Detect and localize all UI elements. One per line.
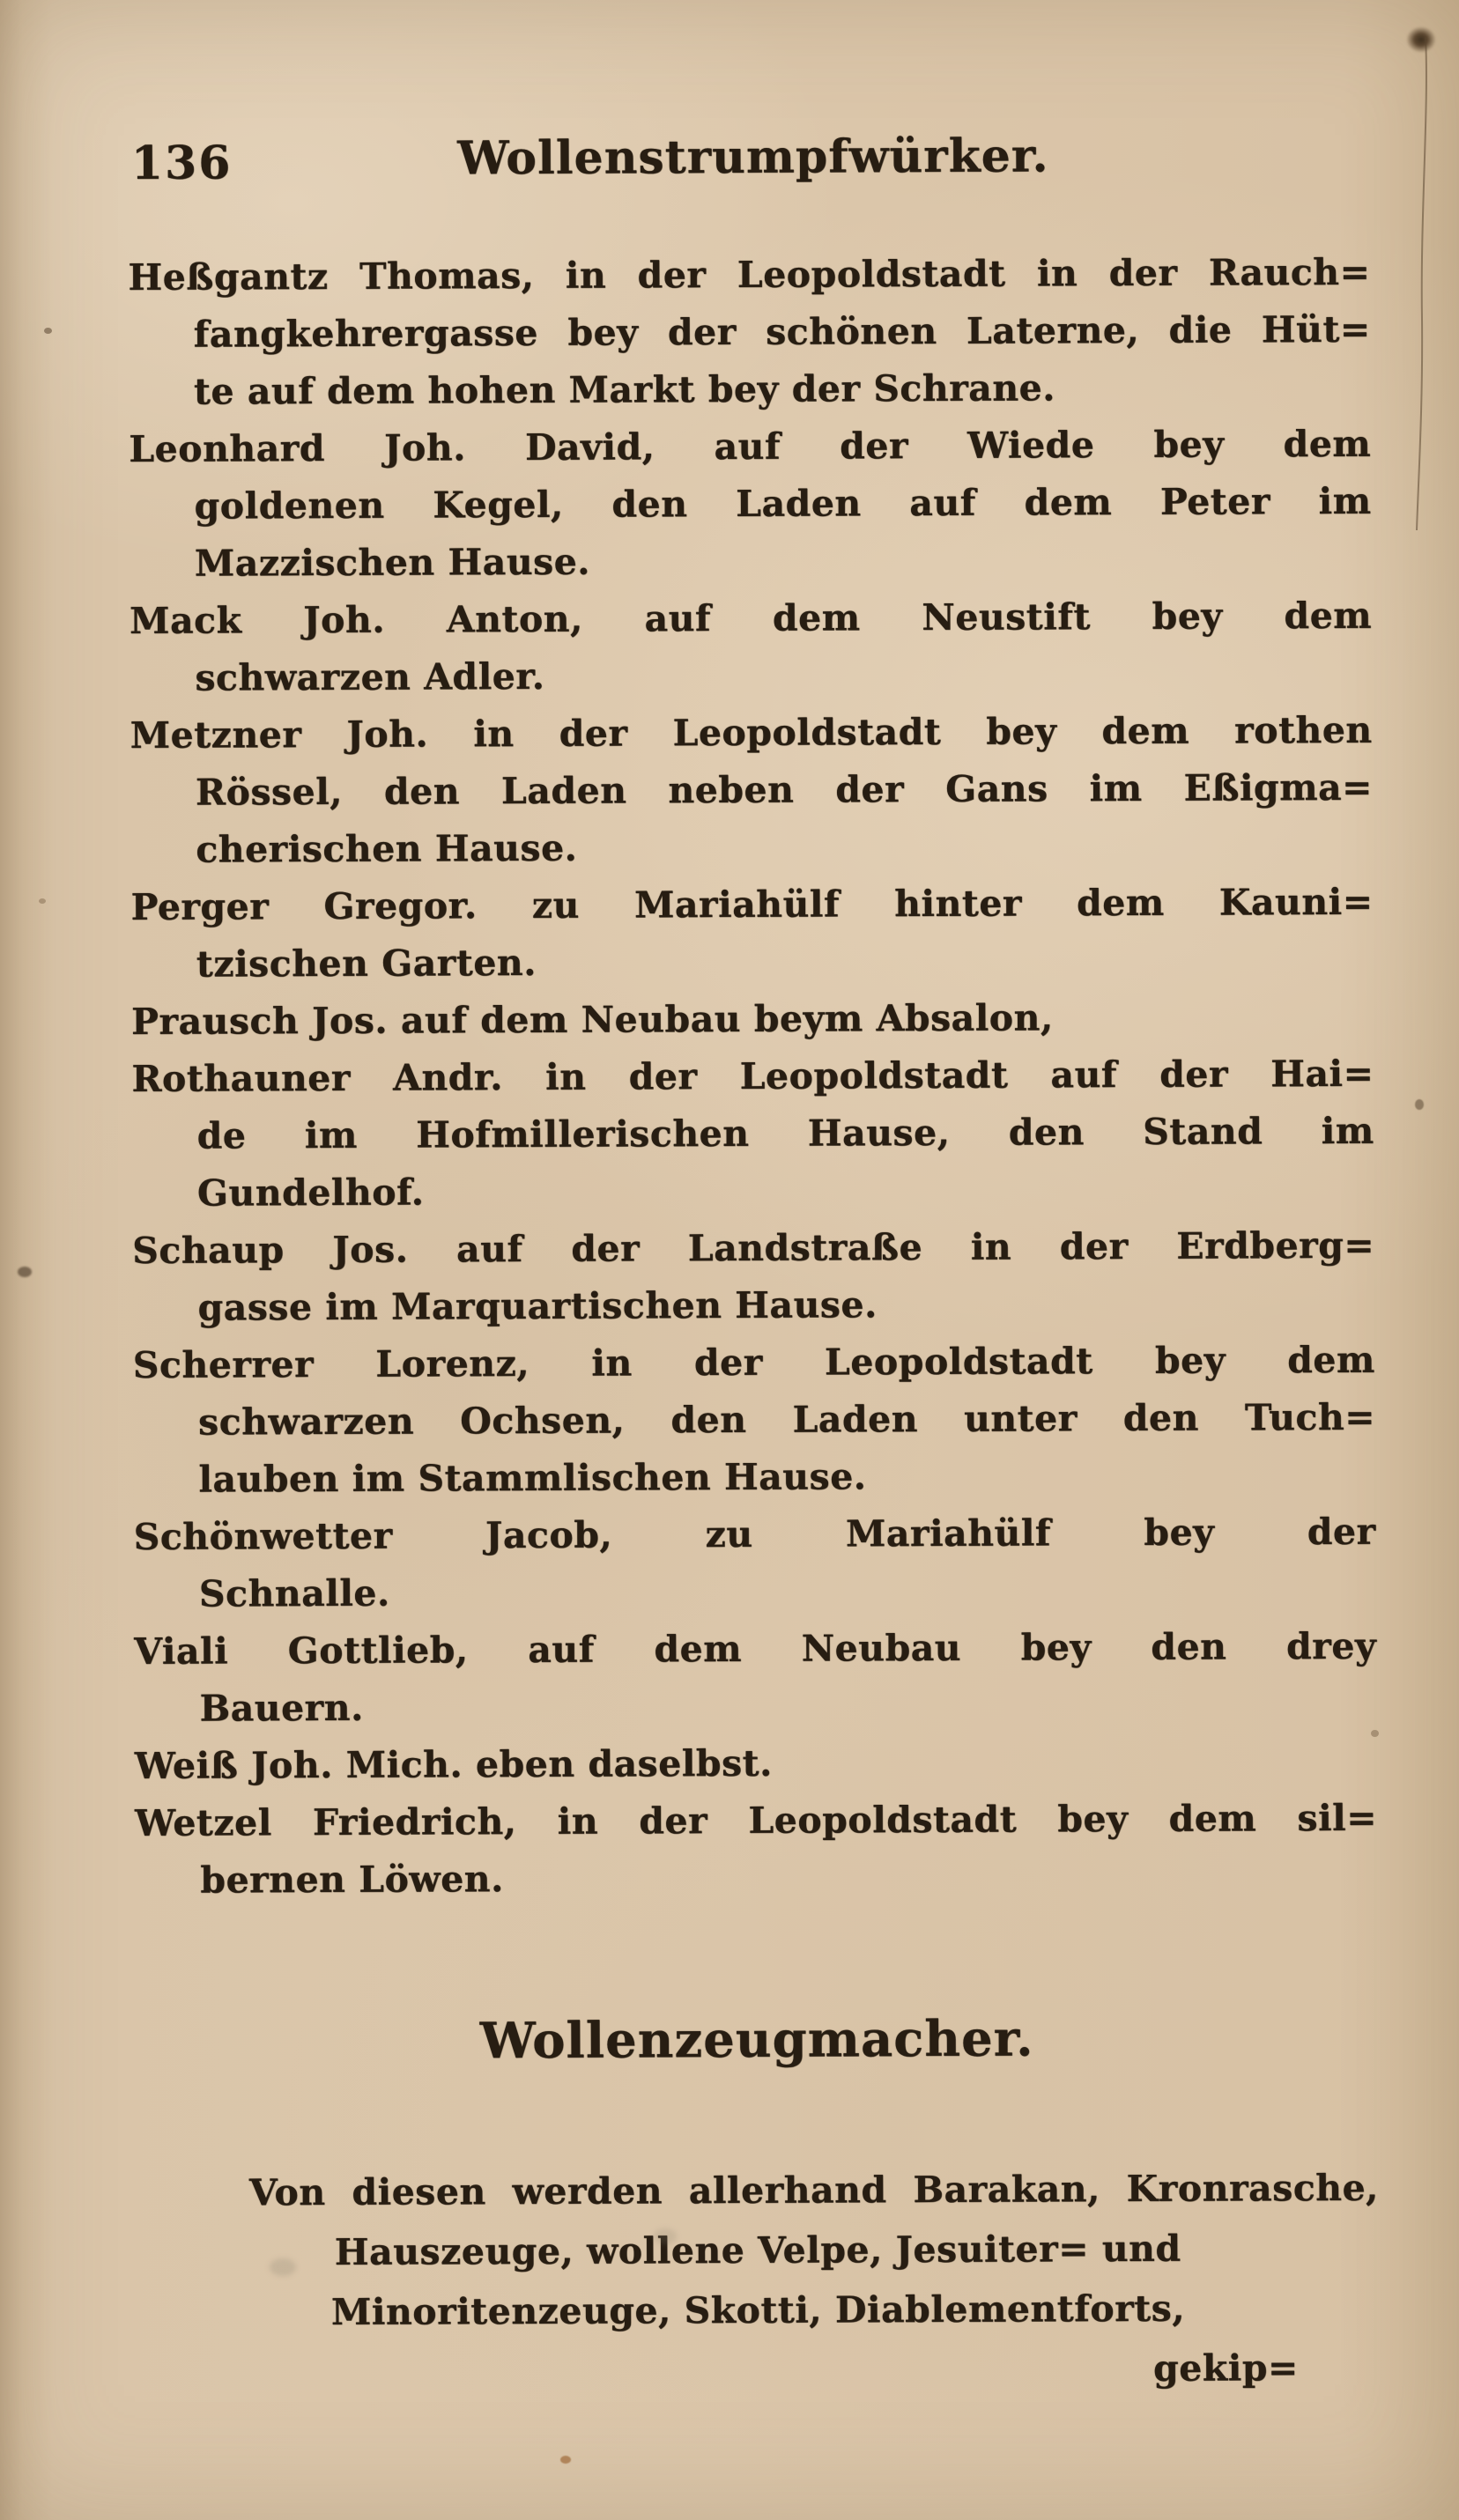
entry-line: Scherrer Lorenz, in der Leopoldstadt bey dem — [132, 1338, 1375, 1386]
entry-line: Rothauner Andr. in der Leopoldstadt auf der Hai= — [131, 1052, 1374, 1100]
directory-entry — [133, 1332, 1376, 1509]
entry-line: Schnalle. — [198, 1571, 390, 1615]
page-number: 136 — [130, 136, 233, 190]
entry-line: Perger Gregor. zu Mariahülf hinter dem Kauni= — [130, 880, 1374, 928]
directory-entry-list — [128, 244, 1377, 1910]
entry-line: Schaup Jos. auf der Landstraße in der Erdberg= — [132, 1223, 1375, 1272]
directory-entry — [131, 988, 1374, 1051]
entry-line: lauben im Stammlischen Hause. — [198, 1455, 867, 1501]
entry-line: Gundelhof. — [196, 1171, 425, 1215]
entry-line: tzischen Garten. — [196, 941, 537, 986]
directory-entry — [132, 1217, 1375, 1337]
running-title: Wollenstrumpfwürker. — [457, 129, 1049, 186]
directory-entry — [129, 416, 1372, 593]
entry-line: Prausch Jos. auf dem Neubau beym Absalon, — [131, 996, 1054, 1043]
catchword: gekip= — [1152, 2346, 1299, 2390]
directory-entry — [130, 702, 1374, 879]
entry-line: goldenen Kegel, den Laden auf dem Peter im — [194, 479, 1372, 528]
entry-line: cherischen Hause. — [196, 826, 578, 871]
entry-line: Schönwetter Jacob, zu Mariahülf bey der — [133, 1510, 1376, 1558]
entry-line: schwarzen Adler. — [195, 654, 545, 699]
entry-line: gasse im Marquartischen Hause. — [197, 1283, 878, 1329]
entry-line: bernen Löwen. — [200, 1858, 504, 1902]
directory-entry — [130, 588, 1373, 707]
section-paragraph — [137, 2158, 1380, 2403]
entry-line: Weiß Joh. Mich. eben daselbst. — [134, 1741, 773, 1787]
entry-line: Mack Joh. Anton, auf dem Neustift bey dem — [130, 594, 1373, 642]
entry-line: de im Hofmillerischen Hause, den Stand im — [196, 1109, 1374, 1157]
directory-entry — [134, 1504, 1377, 1623]
paragraph-line: Hauszeuge, wollene Velpe, Jesuiter= und — [334, 2227, 1181, 2273]
paragraph-line: Von diesen werden allerhand Barakan, Kronrasche, — [248, 2166, 1380, 2214]
directory-entry — [135, 1733, 1377, 1795]
entry-line: te auf dem hohen Markt bey der Schrane. — [193, 366, 1056, 413]
entry-line: Metzner Joh. in der Leopoldstadt bey dem rothen — [130, 708, 1373, 757]
directory-entry — [131, 1046, 1374, 1223]
paragraph-line: Minoritenzeuge, Skotti, Diablementforts, — [330, 2287, 1186, 2333]
entry-line: Rössel, den Laden neben der Gans im Eßigma= — [195, 765, 1374, 814]
entry-line: Viali Gottlieb, auf dem Neubau bey den drey — [134, 1624, 1377, 1673]
entry-line: Bauern. — [199, 1686, 364, 1730]
entry-line: fangkehrergasse bey der schönen Laterne, die Hüt= — [193, 307, 1371, 356]
directory-entry — [134, 1618, 1377, 1738]
directory-entry — [130, 874, 1374, 994]
directory-entry — [128, 244, 1371, 421]
directory-entry — [135, 1790, 1378, 1910]
paper-speck — [560, 2456, 571, 2464]
entry-line: Wetzel Friedrich, in der Leopoldstadt bey dem sil= — [134, 1796, 1378, 1844]
running-header — [128, 128, 1370, 195]
entry-line: Mazzischen Hause. — [194, 540, 591, 585]
entry-line: Leonhard Joh. David, auf der Wiede bey dem — [129, 422, 1372, 470]
entry-line: schwarzen Ochsen, den Laden unter den Tuch= — [197, 1395, 1376, 1444]
entry-line: Heßgantz Thomas, in der Leopoldstadt in der Rauch= — [128, 250, 1371, 299]
section-heading: Wollenzeugmacher. — [479, 2009, 1034, 2071]
